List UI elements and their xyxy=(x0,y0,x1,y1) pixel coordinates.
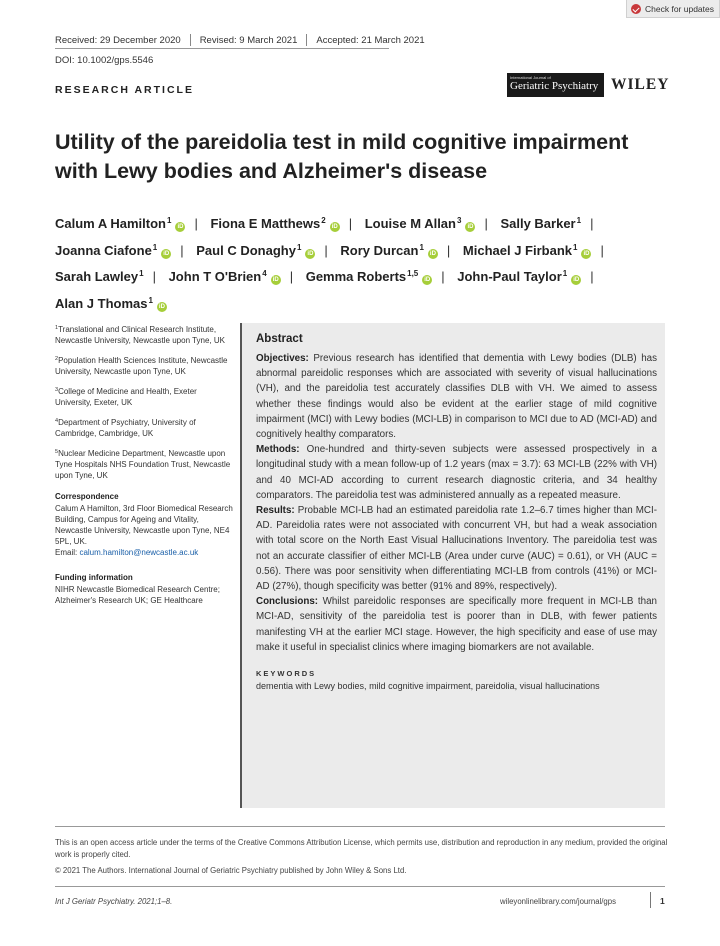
abstract-heading: Abstract xyxy=(256,333,303,345)
article-title: Utility of the pareidolia test in mild cognitive impairment with Lewy bodies and Alzheimer's disease xyxy=(55,130,629,183)
funding-heading: Funding information xyxy=(55,573,133,582)
orcid-icon[interactable]: iD xyxy=(583,250,590,257)
author-name[interactable] xyxy=(500,216,581,231)
abstract-section-label: Objectives: xyxy=(256,353,309,364)
keywords-heading: KEYWORDS xyxy=(256,669,317,679)
email-link[interactable]: calum.hamilton@newcastle.ac.uk xyxy=(79,548,199,557)
abstract-box xyxy=(242,323,665,808)
affiliation-text: Population Health Sciences Institute, Newcastle University, Newcastle upon Tyne, UK xyxy=(55,356,228,376)
author-affiliation-number: 1 xyxy=(139,269,144,278)
orcid-icon[interactable]: iD xyxy=(573,277,580,283)
abstract-sections xyxy=(256,351,657,655)
page-number: 1 xyxy=(660,896,665,906)
author-name-text: Fiona E Matthews xyxy=(210,216,321,231)
affiliation-number: 5 xyxy=(55,449,59,455)
author-affiliation-number: 1 xyxy=(576,216,582,225)
author-name[interactable] xyxy=(457,269,581,284)
author-name-text: Louise M Allan xyxy=(364,216,456,231)
author-separator: | xyxy=(194,216,198,231)
author-name[interactable] xyxy=(196,243,315,258)
orcid-icon[interactable]: iD xyxy=(163,250,170,257)
abstract-section-text: Previous research has identified that dementia with Lewy bodies (DLB) has abnormal pareidolic responses which are associated with severity of visual hallucinations (VH), and the pareidolia test accurately classifies DLB with VH. We aimed to assess whether these findings would also be evident at the earlier stage of mild cognitive impairment (MCI) with Lewy bodies (MCI-LB) in comparison to MCI due to AD (MCI-AD) and cognitively healthy comparators. xyxy=(256,353,657,441)
article-dates xyxy=(55,34,425,46)
author-affiliation-number: 1 xyxy=(296,242,302,252)
email-label: Email: xyxy=(55,548,80,557)
abstract-paragraph xyxy=(256,351,657,442)
author-separator: | xyxy=(600,242,604,258)
affiliation xyxy=(55,354,233,377)
author-affiliation-number: 1 xyxy=(562,269,568,278)
dates-rule xyxy=(55,48,389,49)
affiliations xyxy=(55,323,233,481)
affiliation-number: 1 xyxy=(55,325,59,331)
author-separator: | xyxy=(590,269,594,284)
license-rule xyxy=(55,826,665,827)
author-name-text: Rory Durcan xyxy=(340,242,419,258)
affiliation xyxy=(55,447,233,481)
orcid-icon[interactable]: iD xyxy=(177,224,184,230)
check-for-updates-button[interactable] xyxy=(626,0,720,18)
abstract-paragraph xyxy=(256,594,657,655)
footer-citation: Int J Geriatr Psychiatry. 2021;1–8. xyxy=(55,897,173,906)
author-affiliation-number: 4 xyxy=(262,269,267,278)
license-text: This is an open access article under the terms of the Creative Commons Attribution License, which permits use, distribution and reproduction in any medium, provided the original work is properly cited. xyxy=(55,838,668,859)
author-name-text: Michael J Firbank xyxy=(462,242,573,258)
abstract-section-label: Conclusions: xyxy=(256,596,319,608)
author-name[interactable] xyxy=(55,296,167,311)
author-separator: | xyxy=(324,242,328,258)
author-name[interactable] xyxy=(55,269,144,284)
check-for-updates-label: Check for updates xyxy=(645,3,714,14)
author-name[interactable] xyxy=(365,216,476,231)
orcid-icon[interactable]: iD xyxy=(307,250,314,257)
funding-text: NIHR Newcastle Biomedical Research Centre; Alzheimer's Research UK; GE Healthcare xyxy=(55,585,220,605)
affiliation-text: Department of Psychiatry, University of Cambridge, Cambridge, UK xyxy=(55,418,196,438)
author-name-text: Calum A Hamilton xyxy=(55,216,166,231)
copyright: © 2021 The Authors. International Journal of Geriatric Psychiatry published by John Wiley & Sons Ltd. xyxy=(55,866,407,875)
author-name-text: John T O'Brien xyxy=(168,269,262,284)
affiliation xyxy=(55,323,233,346)
keywords: dementia with Lewy bodies, mild cognitive impairment, pareidolia, visual hallucinations xyxy=(256,681,600,692)
author-name[interactable] xyxy=(210,216,339,231)
author-affiliation-number: 1 xyxy=(148,295,153,305)
author-separator: | xyxy=(180,242,184,258)
author-affiliation-number: 1 xyxy=(167,216,172,225)
orcid-icon[interactable]: iD xyxy=(158,303,165,310)
orcid-icon[interactable]: iD xyxy=(467,224,474,230)
date-divider xyxy=(306,34,307,46)
affiliation-number: 4 xyxy=(55,418,59,424)
article-type: RESEARCH ARTICLE xyxy=(55,84,194,96)
author-name-text: John-Paul Taylor xyxy=(457,269,562,284)
correspondence-heading: Correspondence xyxy=(55,492,119,501)
affiliation xyxy=(55,416,233,439)
author-name[interactable] xyxy=(463,243,592,258)
revised-date: Revised: 9 March 2021 xyxy=(199,34,298,46)
accepted-date: Accepted: 21 March 2021 xyxy=(316,34,425,46)
author-name-text: Gemma Roberts xyxy=(305,269,407,284)
correspondence-email xyxy=(55,547,233,558)
affiliation xyxy=(55,385,233,408)
abstract-section-label: Methods: xyxy=(256,444,300,456)
author-name[interactable] xyxy=(306,269,433,284)
author-name-text: Sally Barker xyxy=(500,216,576,231)
correspondence-text: Calum A Hamilton, 3rd Floor Biomedical Research Building, Campus for Ageing and Vitality, Newcastle University, Newcastle upon Tyne, NE4 5PL, UK. xyxy=(55,504,233,546)
orcid-icon[interactable]: iD xyxy=(424,277,431,283)
author-affiliation-number: 3 xyxy=(456,216,462,225)
footer-journal-url[interactable]: wileyonlinelibrary.com/journal/gps xyxy=(500,897,616,906)
affiliation-number: 2 xyxy=(55,356,59,362)
author-name-text: Joanna Ciafone xyxy=(55,242,152,258)
author-separator: | xyxy=(152,269,156,284)
author-name[interactable] xyxy=(340,243,437,258)
author-separator: | xyxy=(446,242,451,258)
abstract-section-text: Whilst pareidolic responses are specifically more frequent in MCI-LB than MCI-AD, sensitivity of the pareidolia test is poorer than in DLB, with fewer patients manifesting VH at the earlier MCI stage. However, the high specificity and ease of use may make it useful in specialist clinics where imaging biomarkers are not available. xyxy=(256,596,657,653)
orcid-icon[interactable]: iD xyxy=(429,250,436,257)
author-separator: | xyxy=(590,216,594,231)
abstract-section-text: Probable MCI-LB had an estimated pareidolia rate 1.2–6.7 times higher than MCI-AD. Pareidolia rates were not associated with concurrent VH, but had a weak association with total score on the North East Visual Hallucinations Inventory. The pareidolia test was not an accurate classifier of either MCI-LB (Area under curve (AUC) = 0.61), or VH (AUC = 0.56). There was poor sensitivity when differentiating MCI-LB from controls (41%) or MCI-AD (27%), though specificity was better (91% and 89%, respectively). xyxy=(256,505,657,593)
abstract-paragraph xyxy=(256,442,657,503)
author-name[interactable] xyxy=(55,216,185,231)
date-divider xyxy=(190,34,191,46)
author-affiliation-number: 1,5 xyxy=(407,269,419,278)
author-affiliation-number: 1 xyxy=(573,242,578,252)
affiliation-number: 3 xyxy=(55,387,59,393)
author-separator: | xyxy=(348,216,353,231)
journal-logo-name: Geriatric Psychiatry xyxy=(510,80,599,92)
journal-logo-subtitle: International Journal of xyxy=(510,75,551,80)
affiliation-text: Nuclear Medicine Department, Newcastle upon Tyne Hospitals NHS Foundation Trust, Newcastle upon Tyne, UK xyxy=(55,449,231,480)
author-list xyxy=(55,209,675,315)
doi[interactable]: DOI: 10.1002/gps.5546 xyxy=(55,55,154,66)
affiliation-text: College of Medicine and Health, Exeter University, Exeter, UK xyxy=(55,387,197,407)
orcid-icon[interactable]: iD xyxy=(331,224,338,230)
author-name-text: Sarah Lawley xyxy=(55,269,139,284)
author-name[interactable] xyxy=(169,269,281,284)
author-name-text: Paul C Donaghy xyxy=(196,242,296,258)
author-affiliation-number: 2 xyxy=(321,216,326,225)
check-circle-icon xyxy=(631,4,641,14)
publisher-logo: WILEY xyxy=(611,76,670,93)
author-name-text: Alan J Thomas xyxy=(55,295,148,311)
footer-rule xyxy=(55,886,665,887)
abstract-section-label: Results: xyxy=(256,505,295,517)
sidebar xyxy=(55,323,233,606)
journal-logo xyxy=(507,73,604,97)
received-date: Received: 29 December 2020 xyxy=(55,34,181,46)
footer-divider xyxy=(650,892,651,908)
abstract-paragraph xyxy=(256,503,657,594)
author-separator: | xyxy=(484,216,488,231)
abstract-section-text: One-hundred and thirty-seven subjects were assessed prospectively in a longitudinal study with a mean follow-up of 1.2 years (max = 3.7): 63 MCI-LB (22% with VH) and 40 MCI-AD according to current research diagnostic criteria, and 34 healthy comparators. The pareidolia test was administered annually as a repeated measure. xyxy=(256,444,657,501)
author-affiliation-number: 1 xyxy=(152,242,158,252)
affiliation-text: Translational and Clinical Research Institute, Newcastle University, Newcastle upon Tyne, UK xyxy=(55,325,225,345)
author-affiliation-number: 1 xyxy=(419,242,424,252)
author-name[interactable] xyxy=(55,243,171,258)
author-separator: | xyxy=(441,269,445,284)
orcid-icon[interactable]: iD xyxy=(272,277,279,283)
author-separator: | xyxy=(289,269,294,284)
